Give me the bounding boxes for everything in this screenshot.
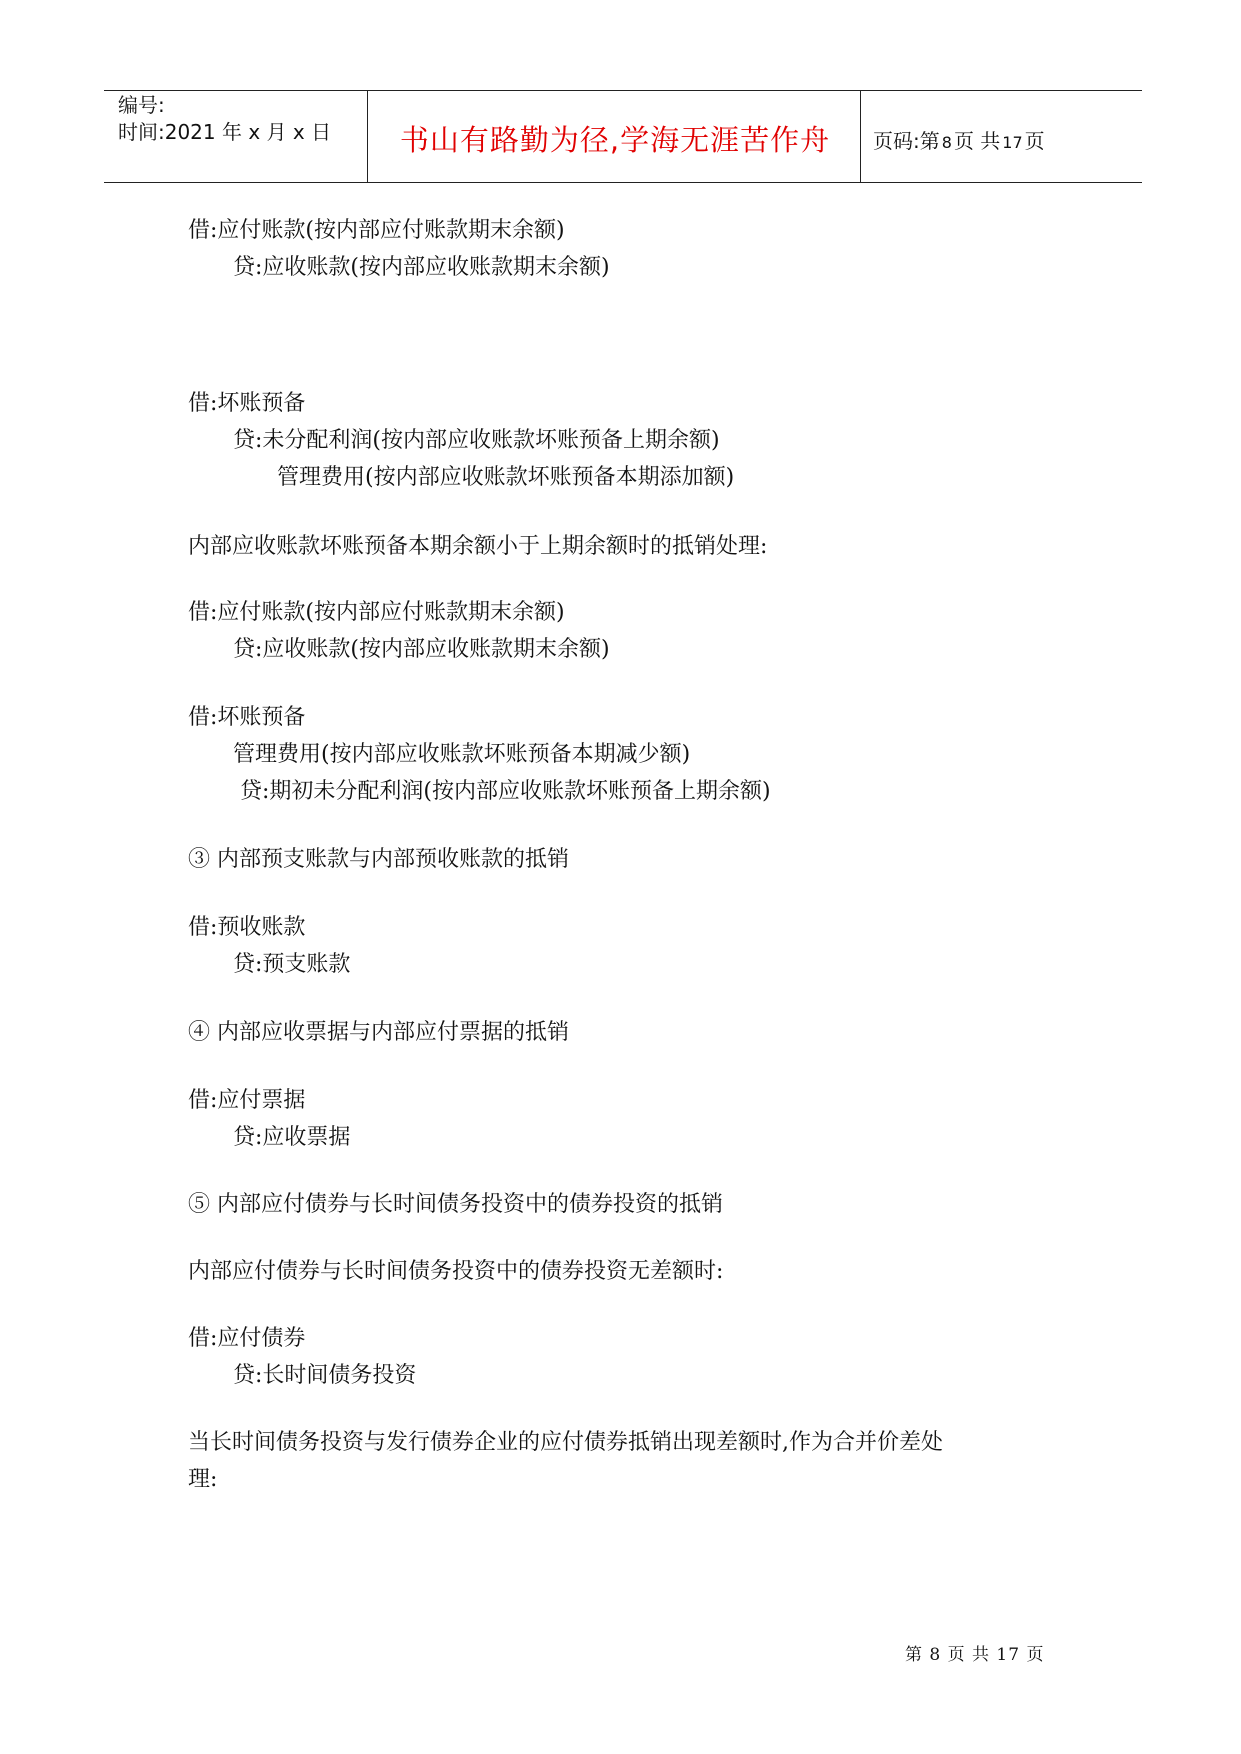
- body-line: 贷:应收票据: [233, 1125, 351, 1150]
- page-number: 8: [941, 133, 952, 152]
- body-line: 借:应付票据: [188, 1088, 306, 1113]
- body-line: 管理费用(按内部应收账款坏账预备本期添加额): [277, 465, 735, 490]
- page-footer: 第 8 页 共 17 页: [905, 1645, 1045, 1665]
- header-top-rule: [104, 90, 1142, 91]
- body-line: 管理费用(按内部应收账款坏账预备本期减少额): [233, 742, 691, 767]
- body-line: ④ 内部应收票据与内部应付票据的抵销: [188, 1020, 569, 1045]
- page-total: 17: [1002, 133, 1023, 152]
- body-line: 贷:预支账款: [233, 952, 351, 977]
- body-line: 贷:期初未分配利润(按内部应收账款坏账预备上期余额): [240, 779, 771, 804]
- page-prefix: 页码:第: [873, 129, 940, 153]
- header-bottom-rule: [104, 182, 1142, 183]
- header-info: [118, 92, 331, 146]
- header-page-info: [873, 125, 1045, 154]
- body-line: ③ 内部预支账款与内部预收账款的抵销: [188, 847, 569, 872]
- body-line: 借:预收账款: [188, 915, 306, 940]
- page-suffix: 页: [1024, 129, 1045, 153]
- document-number-label: 编号:: [118, 93, 165, 117]
- document-time-label: 时间:2021 年 x 月 x 日: [118, 120, 332, 144]
- body-line: 借:应付账款(按内部应付账款期末余额): [188, 218, 565, 243]
- body-line: 借:坏账预备: [188, 391, 306, 416]
- body-line: 贷:应收账款(按内部应收账款期末余额): [233, 637, 610, 662]
- header-motto: 书山有路勤为径,学海无涯苦作舟: [399, 123, 831, 157]
- body-line: 贷:未分配利润(按内部应收账款坏账预备上期余额): [233, 428, 720, 453]
- page-mid: 页 共: [953, 129, 1001, 153]
- body-line: 借:应付账款(按内部应付账款期末余额): [188, 600, 565, 625]
- body-line: 当长时间债务投资与发行债券企业的应付债券抵销出现差额时,作为合并价差处: [188, 1430, 943, 1455]
- body-line: 借:应付债券: [188, 1326, 306, 1351]
- body-line: 理:: [188, 1467, 218, 1492]
- body-line: 内部应收账款坏账预备本期余额小于上期余额时的抵销处理:: [188, 534, 768, 559]
- body-line: 内部应付债券与长时间债务投资中的债券投资无差额时:: [188, 1259, 724, 1284]
- body-line: 贷:应收账款(按内部应收账款期末余额): [233, 255, 610, 280]
- body-line: ⑤ 内部应付债券与长时间债务投资中的债券投资的抵销: [188, 1192, 723, 1217]
- header-divider-right: [860, 90, 861, 183]
- body-line: 贷:长时间债务投资: [233, 1363, 417, 1388]
- body-line: 借:坏账预备: [188, 705, 306, 730]
- header-divider-left: [367, 90, 368, 183]
